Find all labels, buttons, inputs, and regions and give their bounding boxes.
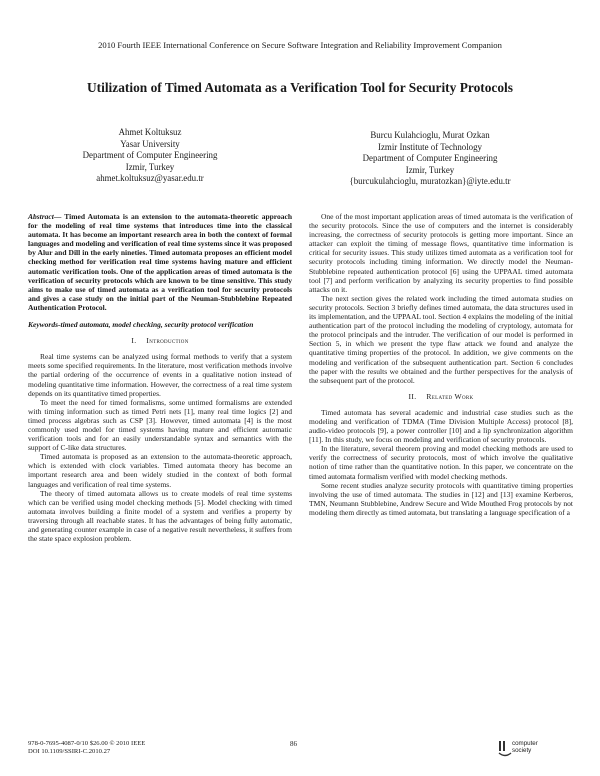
section-title: Introduction — [146, 336, 189, 346]
left-column — [28, 212, 292, 543]
paragraph: In the literature, several theorem proving and model checking methods are used to verify the correctness of security protocols, most of which involve the qualitative notion of time rather than the quantitative notion. In this paper, we concentrate on the timed automata formalism verified with model checking methods. — [309, 444, 573, 481]
author-name: Burcu Kulahcioglu, Murat Ozkan — [370, 130, 490, 140]
section-heading-related-work — [309, 392, 573, 401]
section-number: II. — [408, 391, 417, 401]
abstract-label: Abstract— — [28, 212, 62, 221]
keywords-label: Keywords- — [28, 320, 61, 330]
paragraph: To meet the need for timed formalisms, some untimed formalisms are extended with timing information such as timed Petri nets [1], many real time logics [2] and timed process algebras such as CSP [3]. However, timed automata [4] is the most commonly used model for timed systems having mature and efficient automatic verification tools and for an easily understandable syntax and semantics with the support of C-like data structures. — [28, 397, 292, 453]
keywords — [28, 320, 292, 329]
computer-society-icon — [498, 740, 512, 758]
author-location: Izmir, Turkey — [405, 164, 455, 175]
paragraph: The next section gives the related work including the timed automata studies on security protocols. Section 3 briefly defines timed automata, the data structures used in its implementation, and the UPPAAL tool. Section 4 explains the modeling of the initial authentication part of the protocol including the modeling of cryptology, automata for the protocol principals and the intruder. The verification of our model is performed in Section 5, in which we present the type flaw attack we found and analyze the quantitative timing properties of the protocol. In addition, we give comments on the modeling and verification of the subsequent authentication part. Section 6 concludes the paper with the results we obtained and the further perspectives for the analysis of the subsequent part of the protocol. — [309, 293, 573, 385]
logo-text-line1: computer — [512, 740, 538, 747]
author-block-2 — [310, 130, 550, 188]
keywords-text: timed automata, model checking, security protocol verification — [60, 320, 254, 330]
abstract-text: Timed Automata is an extension to the automata-theoretic approach for the modeling of real time systems that introduces time into the classical automata. It has become an important research area in both the context of formal languages and modeling and verification of real time systems since it was proposed by Alur and Dill in the early nineties. Timed automata proposes an efficient model checking method for verification real time systems having mature and efficient automatic verification tools. One of the application areas of timed automata is the verification of security protocols which are known to be time sensitive. This study aims to make use of timed automata as a verification tool for security protocols and gives a case study on the initial part of the Neuman-Stubblebine Repeated Authentication Protocol. — [28, 212, 292, 312]
author-email: ahmet.koltuksuz@yasar.edu.tr — [96, 173, 204, 184]
conference-header: 2010 Fourth IEEE International Conference on Secure Software Integration and Reliability Improvement Companion — [98, 40, 502, 50]
section-heading-introduction — [28, 336, 292, 345]
paragraph: The theory of timed automata allows us to create models of real time systems which can be verified using model checking methods [5]. Model checking with timed automata involves building a finite model of a system and verifies a property by traversing through all reachable states. It has the advantages of being fully automatic, and generating counter example in case of a negative result nevertheless, it suffers from the state space explosion problem. — [28, 488, 292, 544]
author-location: Izmir, Turkey — [125, 161, 175, 172]
footer-copyright — [28, 740, 145, 757]
computer-society-logo — [498, 738, 556, 762]
author-email: {burcukulahcioglu, muratozkan}@iyte.edu.tr — [349, 176, 511, 187]
abstract — [28, 212, 292, 312]
right-column — [309, 212, 573, 517]
footer-doi: DOI 10.1109/SSIRI-C.2010.27 — [28, 748, 111, 756]
author-affiliation: Yasar University — [120, 138, 180, 149]
author-department: Department of Computer Engineering — [82, 150, 218, 161]
author-department: Department of Computer Engineering — [362, 153, 498, 164]
section-number: I. — [131, 336, 137, 346]
paragraph: Timed automata has several academic and industrial case studies such as the modeling and verification of TDMA (Time Division Multiple Access) protocol [8], audio-video protocols [9], a power controller [10] and a lip synchronization algorithm [11]. In this study, we focus on modeling and verification of security protocols. — [309, 407, 573, 445]
paper-title: Utilization of Timed Automata as a Verification Tool for Security Protocols — [86, 80, 513, 95]
paragraph: Some recent studies analyze security protocols with quantitative timing properties involving the use of timed automata. The studies in [12] and [13] examine Kerberos, TMN, Neumann Stubblebine, Andrew Secure and Wide Mouthed Frog protocols by not modeling them directly as timed automata, but translating a language specification of a — [309, 480, 573, 517]
author-affiliation: Izmir Institute of Technology — [378, 141, 482, 152]
section-title: Related Work — [426, 391, 474, 401]
author-block-1 — [50, 127, 250, 185]
author-name: Ahmet Koltuksuz — [118, 127, 182, 137]
paragraph: Real time systems can be analyzed using formal methods to verify that a system meets some specified requirements. In the literature, most verification methods involve the partial ordering of the occurrence of events in a qualitative notion instead of modeling quantitative time information. However, the correctness of a real time system depends on its quantitative timed properties. — [28, 352, 292, 398]
paragraph: One of the most important application areas of timed automata is the verification of the security protocols. Since the use of computers and the internet is considerably increasing, the correctness of security protocols is getting more important. Since an attacker can exploit the timing of message flows, quantitative time information is critical for security issues. This study utilizes timed automata as a verification tool for security protocols including timing information. We directly model the Neuman-Stubblebine repeated authentication protocol [6] using the UPPAAL timed automata tool [7] and perform verification by analyzing its security properties to find possible attacks on it. — [309, 212, 573, 294]
logo-text-line2: society — [512, 746, 532, 754]
footer-isbn: 978-0-7695-4087-0/10 $26.00 © 2010 IEEE — [28, 740, 146, 747]
page-number: 86 — [290, 740, 297, 748]
paragraph: Timed automata is proposed as an extension to the automata-theoretic approach, which is extended with clock variables. Timed automata theory has become an important research area and been widely studied in the context of both formal languages and verification of real time systems. — [28, 452, 292, 489]
